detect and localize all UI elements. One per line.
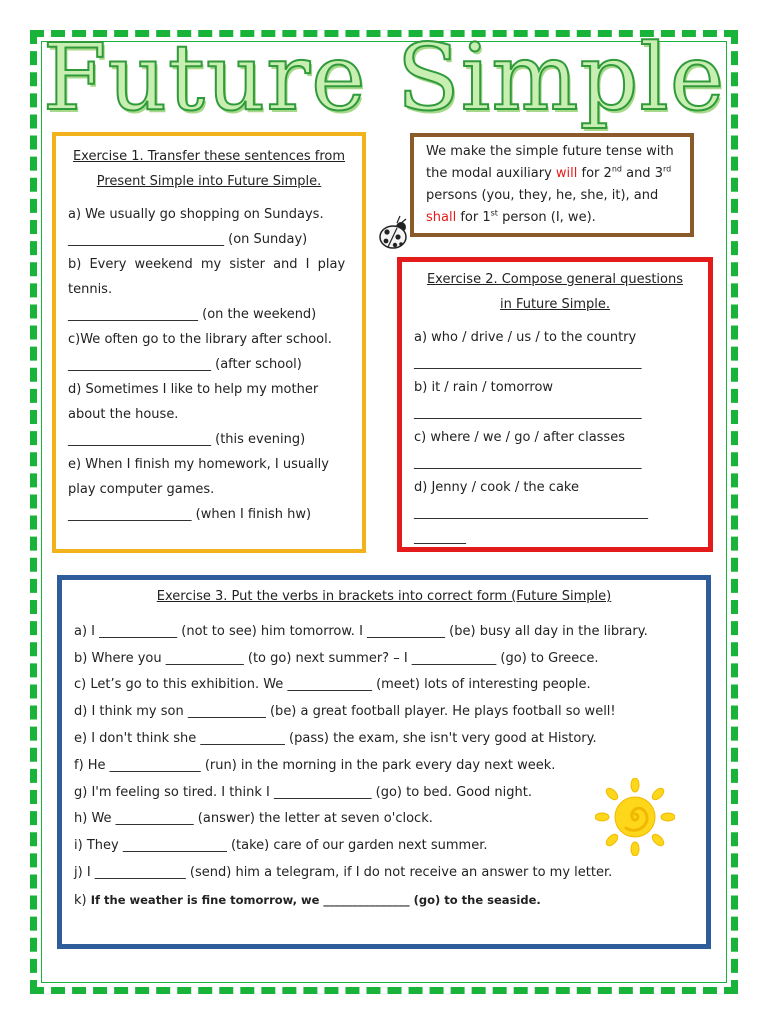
exercise-2-heading: Exercise 2. Compose general questions in Future Simple. — [426, 272, 684, 312]
exercise-1-heading: Exercise 1. Transfer these sentences from Present Simple into Future Simple. — [72, 149, 346, 189]
exercise-1-box — [52, 132, 366, 553]
exercise-3-line: d) I think my son ____________ (be) a great football player. He plays football so well! — [74, 704, 616, 720]
exercise-2-line: ________ — [414, 530, 466, 545]
exercise-3-line: h) We ____________ (answer) the letter at seven o'clock. — [74, 811, 433, 827]
exercise-3-line: i) They ________________ (take) care of our garden next summer. — [74, 838, 488, 854]
exercise-2-line: c) where / we / go / after classes — [414, 430, 625, 445]
exercise-3-line: b) Where you ____________ (to go) next summer? – I _____________ (go) to Greece. — [74, 650, 599, 666]
page-title: Future Simple — [42, 24, 726, 131]
exercise-3-line: c) Let’s go to this exhibition. We _____________ (meet) lots of interesting people. — [74, 677, 591, 693]
exercise-3-line: k) If the weather is fine tomorrow, we _______________ (go) to the seaside. — [74, 892, 541, 908]
exercise-1-line: ____________________ (on the weekend) — [68, 307, 317, 322]
exercise-3-line: a) I ____________ (not to see) him tomorrow. I ____________ (be) busy all day in the library. — [74, 623, 648, 639]
exercise-3-box — [57, 575, 711, 949]
exercise-2-line: ___________________________________ — [414, 455, 642, 470]
will-keyword: will — [555, 166, 578, 181]
exercise-3-line: e) I don't think she _____________ (pass) the exam, she isn't very good at History. — [74, 730, 597, 746]
exercise-3-line: j) I ______________ (send) him a telegram, if I do not receive an answer to my letter. — [74, 864, 613, 880]
ladybug-icon — [378, 215, 412, 251]
exercise-1-line: d) Sometimes I like to help my mother — [68, 382, 319, 397]
exercise-1-line: play computer games. — [68, 482, 215, 497]
exercise-1-line: ______________________ (after school) — [68, 357, 302, 372]
exercise-2-line: d) Jenny / cook / the cake — [414, 480, 579, 495]
exercise-3-line: g) I'm feeling so tired. I think I _______________ (go) to bed. Good night. — [74, 784, 533, 800]
exercise-1-line: about the house. — [68, 407, 179, 422]
sun-icon — [595, 778, 675, 856]
exercise-1-line: ______________________ (this evening) — [68, 432, 306, 447]
exercise-1-line: b) Every weekend my sister and I play — [68, 257, 346, 272]
exercise-2-line: b) it / rain / tomorrow — [414, 380, 554, 395]
exercise-1-line: ___________________ (when I finish hw) — [68, 507, 312, 522]
exercise-3-line: f) He ______________ (run) in the morning in the park every day next week. — [74, 757, 556, 773]
exercise-1-line: tennis. — [68, 282, 113, 297]
exercise-3-heading: Exercise 3. Put the verbs in brackets into correct form (Future Simple) — [156, 589, 612, 604]
exercise-1-line: e) When I finish my homework, I usually — [68, 457, 329, 472]
exercise-1-line: ________________________ (on Sunday) — [68, 232, 308, 247]
exercise-2-line: ___________________________________ — [414, 355, 642, 370]
exercise-1-line: c)We often go to the library after school. — [68, 332, 332, 347]
exercise-2-line: ____________________________________ — [414, 505, 648, 520]
exercise-2-line: a) who / drive / us / to the country — [414, 330, 637, 345]
exercise-1-line: a) We usually go shopping on Sundays. — [68, 207, 324, 222]
exercise-2-box — [397, 257, 713, 552]
exercise-2-line: ___________________________________ — [414, 405, 642, 420]
grammar-rule-box: We make the simple future tense with the modal auxiliary will for 2nd and 3rd persons (you, they, he, she, it), and shall for 1st person (I, we). — [410, 133, 694, 237]
shall-keyword: shall — [426, 210, 457, 225]
